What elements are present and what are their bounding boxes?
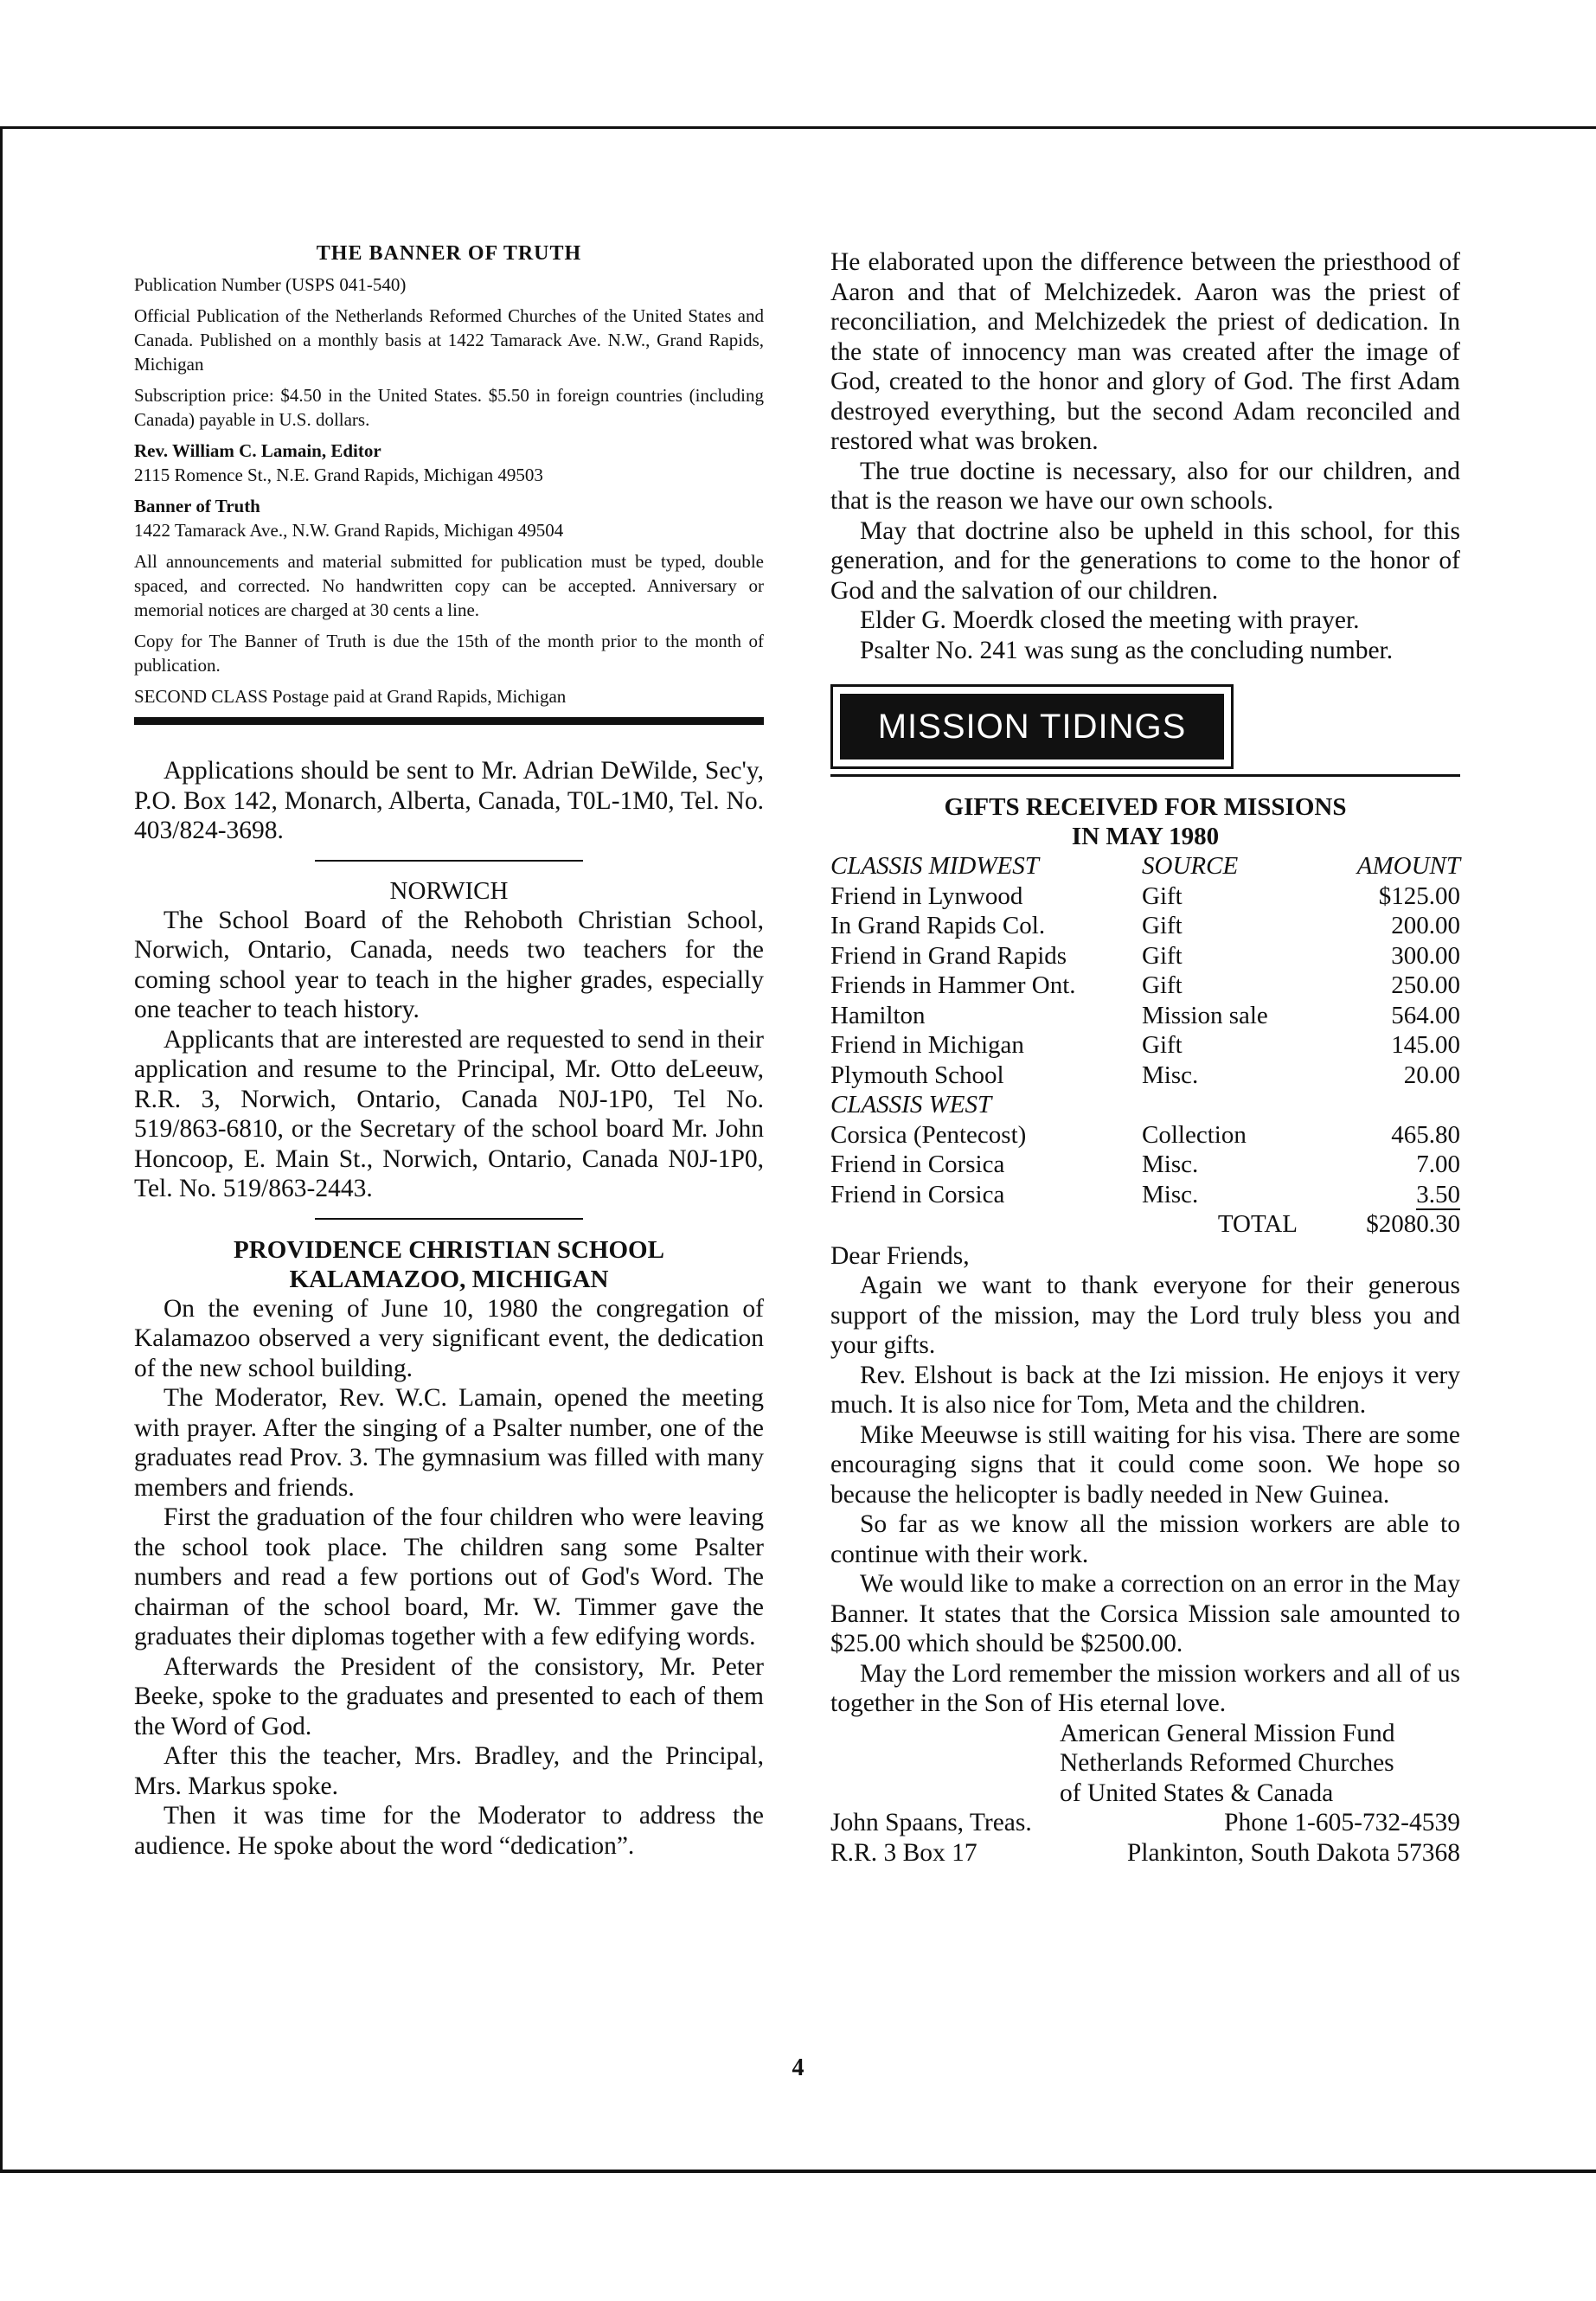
- gift-amount: 250.00: [1391, 971, 1460, 999]
- treasurer-row: [830, 1808, 1460, 1838]
- page-border-bottom: [0, 2170, 1596, 2173]
- mission-divider: [830, 774, 1460, 777]
- gifts-heading: GIFTS RECEIVED FOR MISSIONS: [944, 793, 1347, 821]
- total-label: TOTAL: [1217, 1210, 1298, 1238]
- letter-paragraph-4: So far as we know all the mission workers are able to continue with their work.: [830, 1510, 1460, 1568]
- left-column: [134, 234, 764, 1861]
- gift-donor: Corsica (Pentecost): [830, 1120, 1027, 1149]
- classis-west-label: CLASSIS WEST: [830, 1091, 992, 1118]
- providence-heading: PROVIDENCE CHRISTIAN SCHOOL: [234, 1235, 664, 1264]
- gift-amount: 145.00: [1391, 1031, 1460, 1059]
- gift-source: Misc.: [1142, 1061, 1199, 1089]
- section-divider: [315, 860, 583, 862]
- signature-line-2: Netherlands Reformed Churches: [1060, 1749, 1394, 1777]
- gift-row: [830, 1120, 1460, 1150]
- page-border-top: [0, 126, 1596, 129]
- kalamazoo-heading: KALAMAZOO, MICHIGAN: [289, 1265, 609, 1293]
- continued-paragraph-4: Elder G. Moerdk closed the meeting with prayer.: [860, 606, 1360, 634]
- gift-source: Mission sale: [1142, 1001, 1268, 1029]
- gifts-table-header: [830, 851, 1460, 881]
- providence-paragraph-3: First the graduation of the four children who were leaving the school took place. The children sang some Psalter numbers and read a few portions out of God's Word. The chairman of the school board, Mr. W. Timmer gave the graduates their diplomas together with a few edifying words.: [134, 1503, 764, 1650]
- office-name: Banner of Truth: [134, 496, 260, 516]
- gift-row: [830, 911, 1460, 941]
- gift-source: Gift: [1142, 1031, 1183, 1059]
- gift-row: [830, 1001, 1460, 1031]
- office-address: 1422 Tamarack Ave., N.W. Grand Rapids, Michigan 49504: [134, 520, 564, 541]
- gift-donor: In Grand Rapids Col.: [830, 912, 1046, 939]
- editor-name: Rev. William C. Lamain, Editor: [134, 440, 381, 461]
- continued-paragraph-2: The true doctine is necessary, also for our children, and that is the reason we have our own schools.: [830, 457, 1460, 515]
- providence-paragraph-5: After this the teacher, Mrs. Bradley, and the Principal, Mrs. Markus spoke.: [134, 1742, 764, 1800]
- gift-row: [830, 941, 1460, 971]
- gift-donor: Friend in Michigan: [830, 1031, 1024, 1059]
- gift-source: Misc.: [1142, 1150, 1199, 1178]
- mission-tidings-title: MISSION TIDINGS: [877, 707, 1187, 746]
- right-column: [830, 247, 1460, 1868]
- gift-row: [830, 1030, 1460, 1061]
- masthead-title: THE BANNER OF TRUTH: [316, 242, 582, 265]
- gift-source: Gift: [1142, 912, 1183, 939]
- letter-paragraph-3: Mike Meeuwse is still waiting for his visa. There are some encouraging signs that it could come soon. We hope so because the helicopter is badly needed in New Guinea.: [830, 1420, 1460, 1509]
- gift-amount: 200.00: [1391, 912, 1460, 939]
- gift-row: [830, 1180, 1460, 1210]
- gift-donor: Friend in Lynwood: [830, 881, 1023, 910]
- norwich-heading: NORWICH: [389, 876, 509, 905]
- page-number: 4: [792, 2054, 804, 2081]
- gift-donor: Friends in Hammer Ont.: [830, 971, 1076, 999]
- continued-paragraph-3: May that doctrine also be upheld in this school, for this generation, and for the generations to come to the honor of God and the salvation of our children.: [830, 516, 1460, 605]
- continued-paragraph-5: Psalter No. 241 was sung as the concluding number.: [860, 636, 1394, 664]
- section-divider: [315, 1218, 583, 1220]
- providence-paragraph-2: The Moderator, Rev. W.C. Lamain, opened the meeting with prayer. After the singing of a Psalter number, one of the graduates read Prov. 3. The gymnasium was filled with many members and friends.: [134, 1384, 764, 1502]
- treasurer-name: John Spaans, Treas.: [830, 1809, 1032, 1836]
- applications-paragraph: Applications should be sent to Mr. Adrian DeWilde, Sec'y, P.O. Box 142, Monarch, Alberta, Canada, T0L-1M0, Tel. No. 403/824-3698.: [134, 757, 764, 844]
- providence-paragraph-1: On the evening of June 10, 1980 the congregation of Kalamazoo observed a very significant event, the dedication of the new school building.: [134, 1294, 764, 1382]
- gift-row: [830, 1150, 1460, 1180]
- gift-row: [830, 971, 1460, 1001]
- letter-greeting: Dear Friends,: [830, 1241, 970, 1270]
- treasurer-city: Plankinton, South Dakota 57368: [1126, 1838, 1460, 1867]
- continued-paragraph-1: He elaborated upon the difference between the priesthood of Aaron and that of Melchizedek. Aaron was the priest of reconciliation, and Melchizedek the priest of dedication. In the state of innocency man was created after the image of God, created to the honor and glory of God. The first Adam destroyed everything, but the second Adam reconciled and restored what was broken.: [830, 248, 1460, 455]
- gift-amount: [1315, 1180, 1460, 1210]
- gift-amount: 465.80: [1391, 1120, 1460, 1149]
- letter-paragraph-6: May the Lord remember the mission workers and all of us together in the Son of His eternal love.: [830, 1659, 1460, 1717]
- gift-amount: 564.00: [1391, 1001, 1460, 1029]
- gift-source: Gift: [1142, 971, 1183, 999]
- subscription-price: Subscription price: $4.50 in the United States. $5.50 in foreign countries (including Canada) payable in U.S. dollars.: [134, 385, 764, 430]
- masthead-divider: [134, 717, 764, 725]
- letter-paragraph-1: Again we want to thank everyone for their generous support of the mission, may the Lord truly bless you and your gifts.: [830, 1272, 1460, 1359]
- gift-source: Gift: [1142, 881, 1183, 910]
- gift-row: [830, 881, 1460, 912]
- gift-amount: 7.00: [1416, 1150, 1460, 1178]
- header-source: SOURCE: [1142, 852, 1239, 880]
- total-row: [830, 1209, 1460, 1240]
- norwich-paragraph-2: Applicants that are interested are requested to send in their application and resume to the Principal, Mr. Otto deLeeuw, R.R. 3, Norwich, Ontario, Canada N0J-1P0, Tel No. 519/863-6810, or the Secretary of the school board Mr. John Honcoop, E. Main St., Norwich, Ontario, Canada N0J-1P0, Tel. No. 519/863-2443.: [134, 1025, 764, 1202]
- address-row: [830, 1838, 1460, 1868]
- page-border-left: [0, 126, 3, 2173]
- gift-source: Collection: [1142, 1120, 1247, 1149]
- header-amount: AMOUNT: [1356, 852, 1460, 880]
- norwich-paragraph-1: The School Board of the Rehoboth Christian School, Norwich, Ontario, Canada, needs two teachers for the coming school year to teach in the higher grades, especially one teacher to teach history.: [134, 906, 764, 1023]
- gift-row: [830, 1061, 1460, 1091]
- gifts-subheading: IN MAY 1980: [1071, 823, 1220, 850]
- providence-paragraph-4: Afterwards the President of the consistory, Mr. Peter Beeke, spoke to the graduates and presented to each of them the Word of God.: [134, 1652, 764, 1740]
- treasurer-box: R.R. 3 Box 17: [830, 1838, 977, 1867]
- gift-donor: Hamilton: [830, 1001, 926, 1029]
- gift-source: Misc.: [1142, 1180, 1199, 1208]
- gift-amount: $125.00: [1378, 881, 1460, 910]
- official-publication: Official Publication of the Netherlands Reformed Churches of the United States and Canada. Published on a monthly basis at 1422 Tamarack Ave. N.W., Grand Rapids, Michigan: [134, 305, 764, 375]
- copy-due-note: Copy for The Banner of Truth is due the 15th of the month prior to the month of publication.: [134, 631, 764, 676]
- signature-line-3: of United States & Canada: [1060, 1779, 1334, 1807]
- classis-west-row: [830, 1090, 1460, 1120]
- treasurer-phone: Phone 1-605-732-4539: [1224, 1809, 1460, 1836]
- gift-amount-underlined: 3.50: [1416, 1180, 1460, 1208]
- letter-paragraph-2: Rev. Elshout is back at the Izi mission. He enjoys it very much. It is also nice for Tom, Meta and the children.: [830, 1361, 1460, 1419]
- announcements-note: All announcements and material submitted for publication must be typed, double spaced, and corrected. No handwritten copy can be accepted. Anniversary or memorial notices are charged at 30 cents a line.: [134, 551, 764, 620]
- gift-source: Gift: [1142, 941, 1183, 970]
- gifts-table: [830, 851, 1460, 1240]
- gift-amount: 300.00: [1391, 941, 1460, 970]
- signature-line-1: American General Mission Fund: [1060, 1719, 1395, 1747]
- mission-tidings-banner: [830, 684, 1234, 769]
- publication-number: Publication Number (USPS 041-540): [134, 274, 407, 295]
- masthead: [134, 242, 764, 725]
- providence-paragraph-6: Then it was time for the Moderator to address the audience. He spoke about the word “dedication”.: [134, 1802, 764, 1860]
- editor-address: 2115 Romence St., N.E. Grand Rapids, Michigan 49503: [134, 465, 543, 485]
- letter-paragraph-5: We would like to make a correction on an error in the May Banner. It states that the Corsica Mission sale amounted to $25.00 which should be $2500.00.: [830, 1570, 1460, 1657]
- gift-donor: Friend in Corsica: [830, 1150, 1005, 1178]
- header-classis-midwest: CLASSIS MIDWEST: [830, 852, 1039, 880]
- gift-donor: Friend in Grand Rapids: [830, 941, 1067, 970]
- gift-amount: 20.00: [1403, 1061, 1460, 1089]
- postage-note: SECOND CLASS Postage paid at Grand Rapids, Michigan: [134, 686, 567, 707]
- gift-donor: Friend in Corsica: [830, 1180, 1005, 1208]
- total-amount: $2080.30: [1366, 1210, 1460, 1238]
- gift-donor: Plymouth School: [830, 1061, 1004, 1089]
